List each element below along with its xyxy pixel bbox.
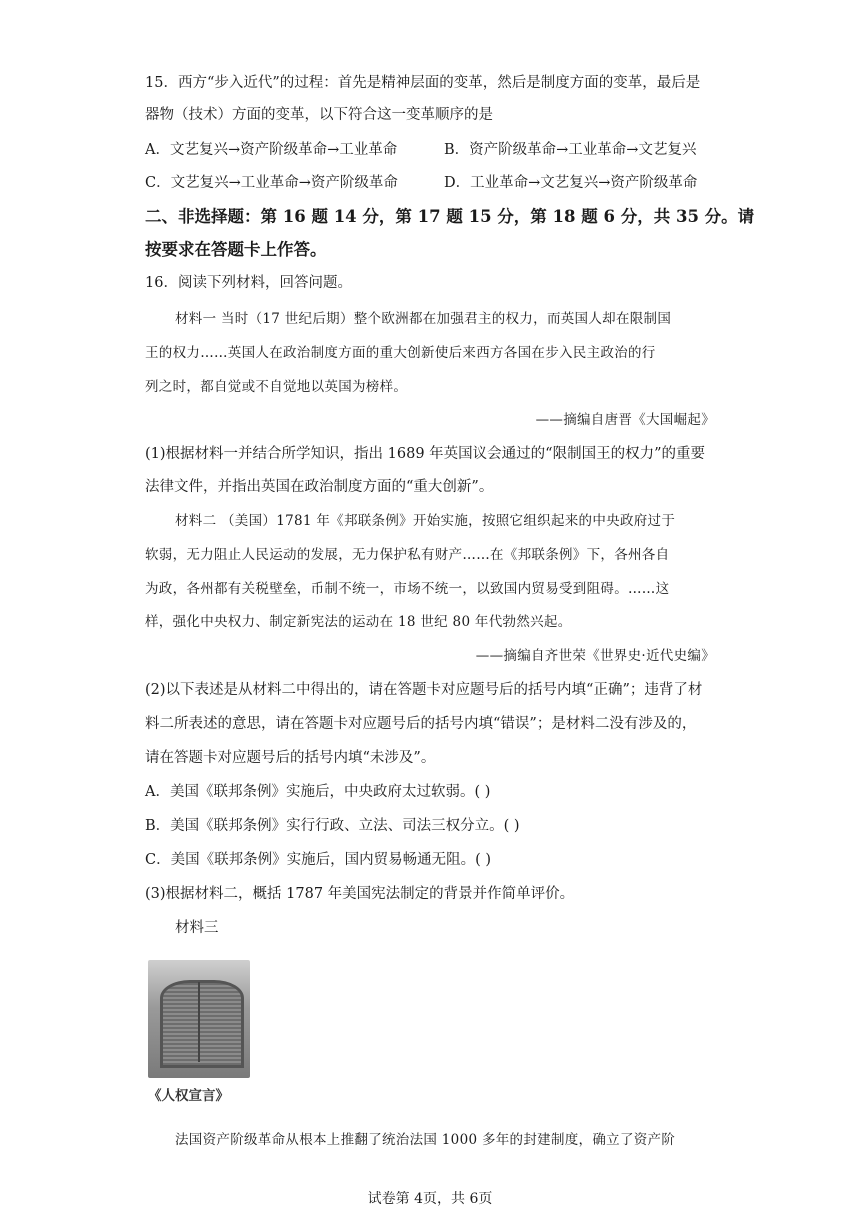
q16-intro: 16．阅读下列材料，回答问题。 (145, 275, 352, 291)
q15-option-c: C．文艺复兴→工业革命→资产阶级革命 (145, 175, 398, 191)
q16-sub1-line2: 法律文件，并指出英国在政治制度方面的“重大创新”。 (145, 479, 494, 495)
section2-heading-line1: 二、非选择题：第 16 题 14 分，第 17 题 15 分，第 18 题 6 分，共 35 分。请 (145, 207, 755, 226)
material2-line3: 为政，各州都有关税壁垒，币制不统一，市场不统一，以致国内贸易受到阻碍。……这 (145, 581, 670, 597)
q15-option-d: D．工业革命→文艺复兴→资产阶级革命 (444, 175, 698, 191)
page-footer: 试卷第 4页，共 6页 (367, 1191, 493, 1207)
q16-sub2-item-b: B．美国《联邦条例》实行行政、立法、司法三权分立。( ) (145, 818, 520, 834)
q16-sub2-item-a: A．美国《联邦条例》实施后，中央政府太过软弱。( ) (145, 784, 491, 800)
image-caption: 《人权宣言》 (148, 1088, 229, 1104)
material1-line2: 王的权力……英国人在政治制度方面的重大创新使后来西方各国在步入民主政治的行 (145, 345, 656, 361)
material2-source: ——摘编自齐世荣《世界史·近代史编》 (475, 648, 715, 664)
q16-sub2-item-c: C．美国《联邦条例》实施后，国内贸易畅通无阻。( ) (145, 852, 492, 868)
material2-line2: 软弱，无力阻止人民运动的发展，无力保护私有财产……在《邦联条例》下，各州各自 (145, 547, 670, 563)
q16-sub2-line1: (2)以下表述是从材料二中得出的，请在答题卡对应题号后的括号内填“正确”；违背了材 (145, 682, 703, 698)
q16-sub2-line2: 料二所表述的意思，请在答题卡对应题号后的括号内填“错误”；是材料二没有涉及的， (145, 716, 697, 732)
material1-line1: 材料一 当时（17 世纪后期）整个欧洲都在加强君主的权力，而英国人却在限制国 (175, 311, 672, 327)
q15-option-b: B．资产阶级革命→工业革命→文艺复兴 (444, 142, 697, 158)
q16-sub1-line1: (1)根据材料一并结合所学知识，指出 1689 年英国议会通过的“限制国王的权力”的重要 (145, 446, 705, 462)
q15-stem-line1: 15．西方“步入近代”的过程：首先是精神层面的变革，然后是制度方面的变革，最后是 (145, 75, 701, 91)
material3-label: 材料三 (175, 920, 219, 936)
q16-sub3: (3)根据材料二，概括 1787 年美国宪法制定的背景并作简单评价。 (145, 886, 575, 902)
material1-line3: 列之时，都自觉或不自觉地以英国为榜样。 (145, 379, 408, 395)
declaration-of-rights-image (148, 960, 250, 1078)
stone-tablet-shape (160, 980, 244, 1068)
material1-source: ——摘编自唐晋《大国崛起》 (535, 412, 715, 428)
material2-line4: 样，强化中央权力、制定新宪法的运动在 18 世纪 80 年代勃然兴起。 (145, 614, 572, 630)
section2-heading-line2: 按要求在答题卡上作答。 (145, 240, 327, 259)
material2-line1: 材料二 （美国）1781 年《邦联条例》开始实施，按照它组织起来的中央政府过于 (175, 513, 676, 529)
q15-stem-line2: 器物（技术）方面的变革，以下符合这一变革顺序的是 (145, 107, 493, 123)
tablet-divider (198, 982, 200, 1062)
q16-sub2-line3: 请在答题卡对应题号后的括号内填“未涉及”。 (145, 750, 436, 766)
q15-option-a: A．文艺复兴→资产阶级革命→工业革命 (145, 142, 398, 158)
material3-text: 法国资产阶级革命从根本上推翻了统治法国 1000 多年的封建制度，确立了资产阶 (175, 1132, 676, 1148)
